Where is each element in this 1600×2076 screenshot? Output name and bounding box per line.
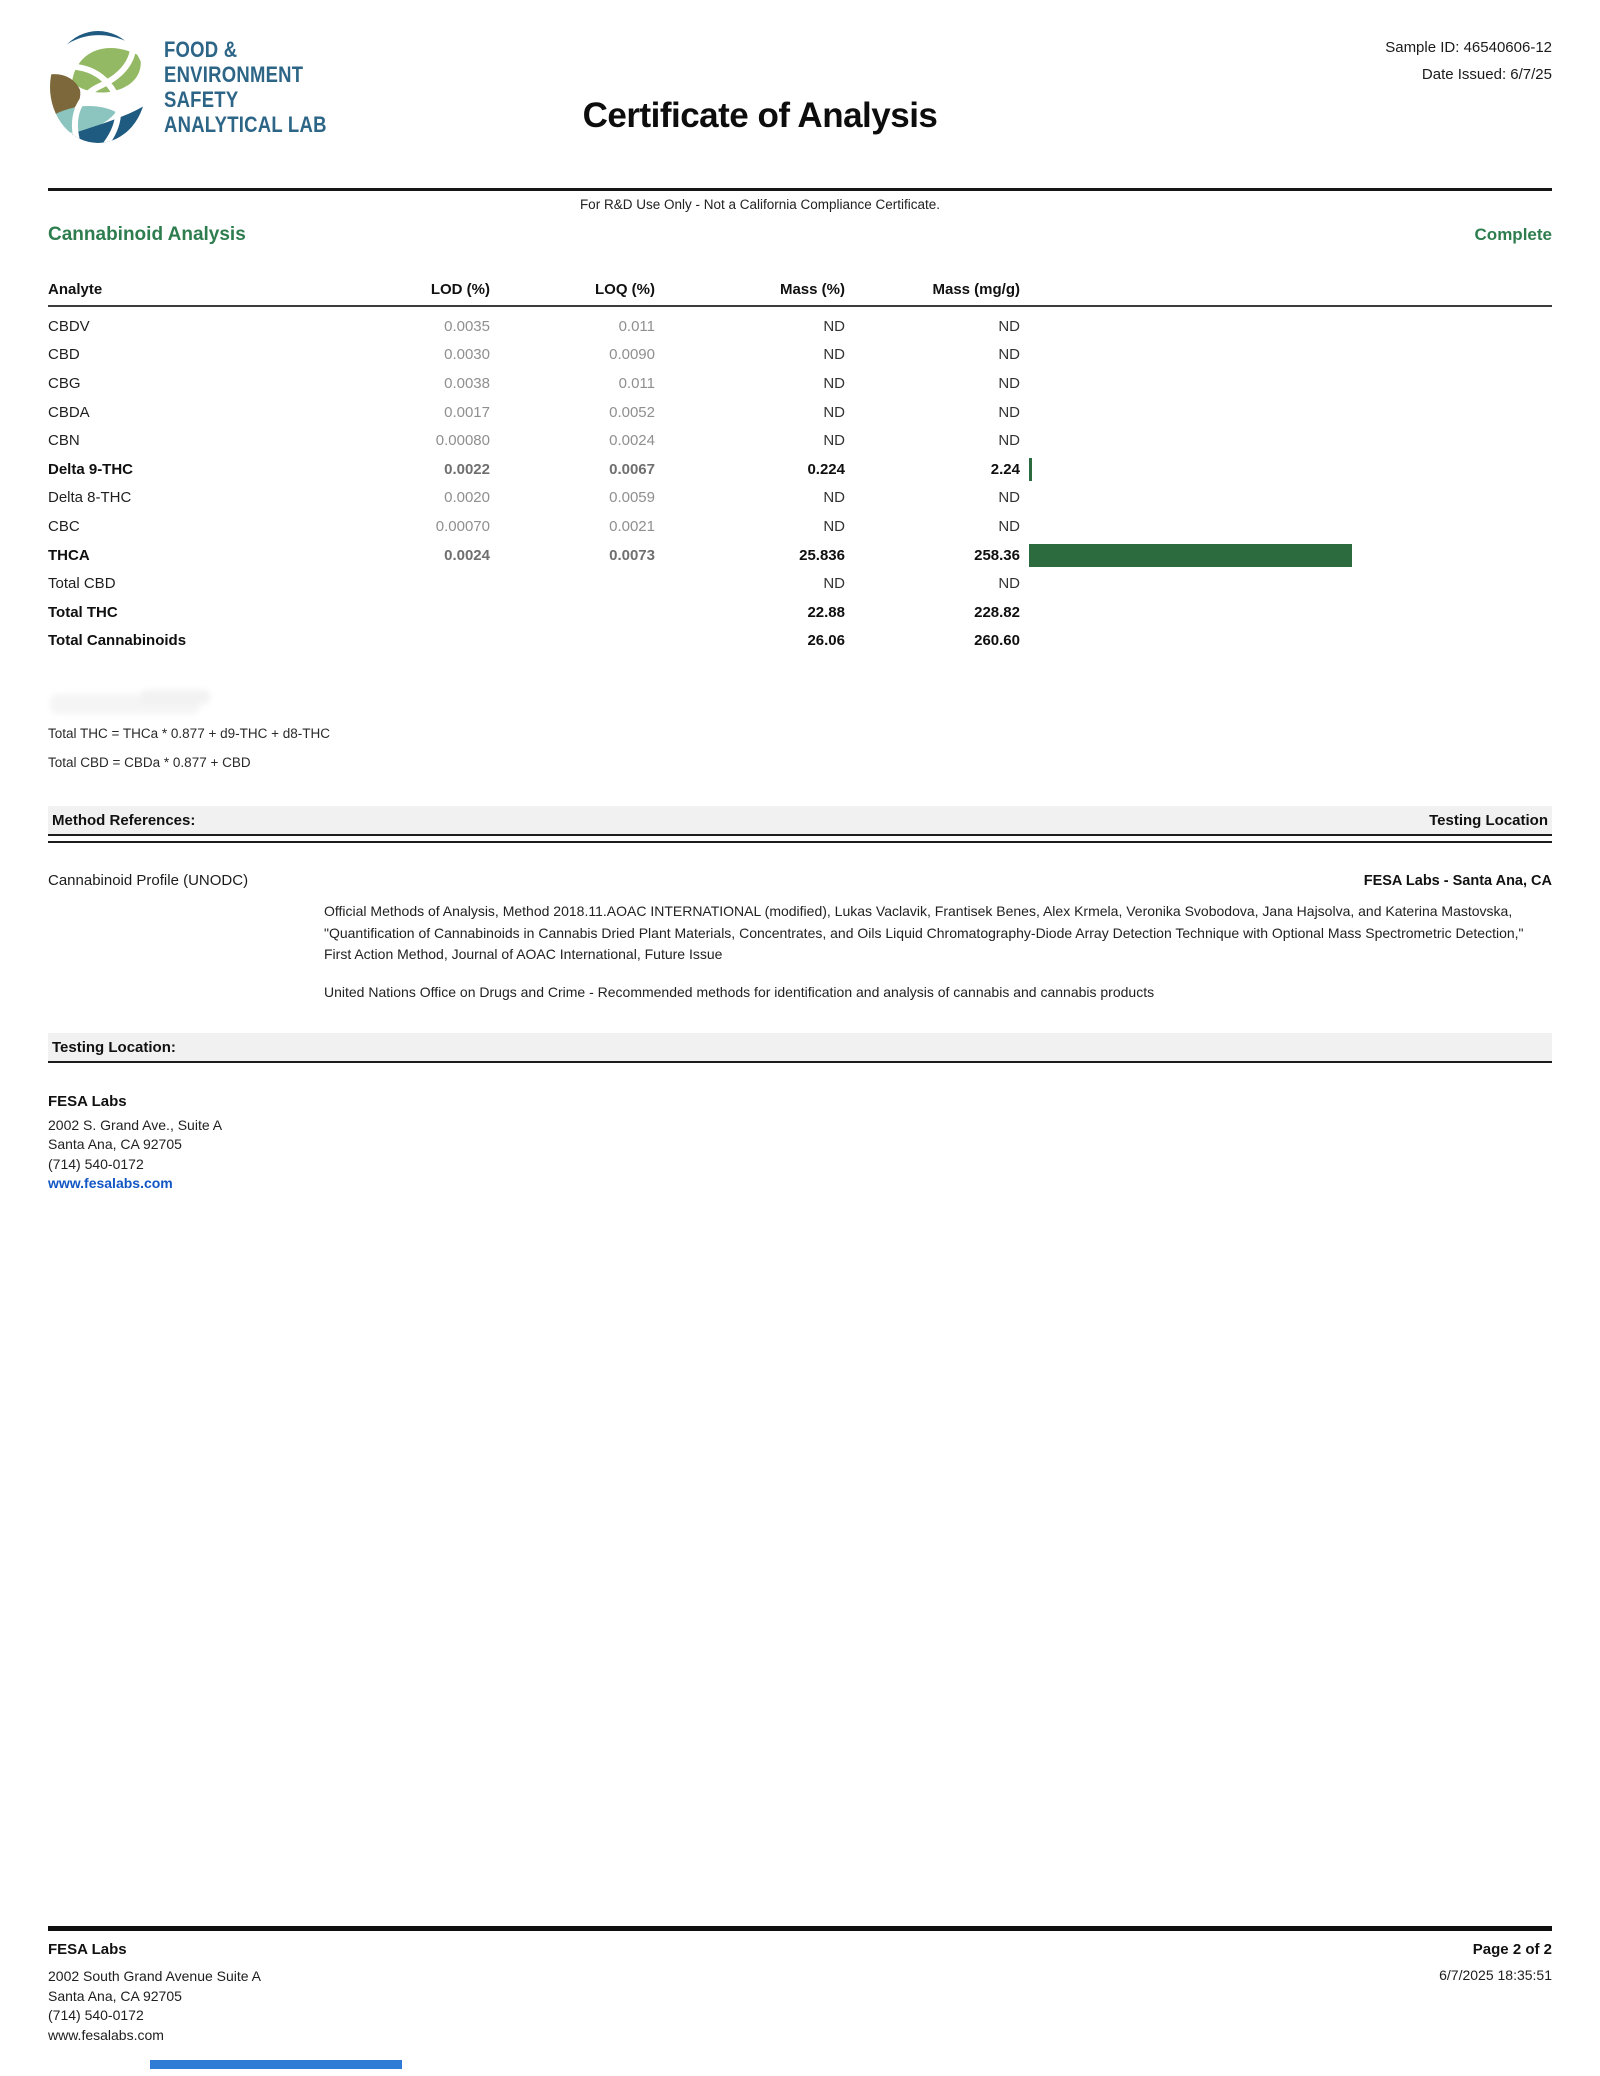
method-paragraph-1: Official Methods of Analysis, Method 2018.11.AOAC INTERNATIONAL (modified), Lukas Vaclavik, Frantisek Benes, Alex Krmela, Veronika Svobodova, Jana Hajsolva, and Katerina Mastovska, "Quantification of Cannabinoids in Cannabis Dried Plant Materials, Concentrates, and Oils Liquid Chromatography-Diode Array Detection Technique with Optional Mass Spectrometric Detection," First Action Method, Journal of AOAC International, Future Issue — [324, 903, 1524, 962]
cell-analyte: CBDV — [48, 317, 90, 335]
table-row — [48, 398, 1552, 427]
col-header-loq: LOQ (%) — [595, 281, 655, 298]
method-references-band — [48, 806, 1552, 836]
cell-lod: 0.0017 — [444, 403, 490, 421]
cell-mgg: ND — [998, 317, 1020, 335]
sample-info — [1385, 34, 1552, 88]
footer-address-line-1: 2002 South Grand Avenue Suite A — [48, 1968, 262, 1984]
cell-loq: 0.0090 — [609, 346, 655, 364]
cell-mgg: ND — [998, 575, 1020, 593]
logo-line-2: ENVIRONMENT — [164, 62, 304, 87]
website-link[interactable]: www.fesalabs.com — [48, 1175, 173, 1191]
testing-location-column-label: Testing Location — [1429, 811, 1548, 829]
cell-mgg: ND — [998, 489, 1020, 507]
col-header-analyte: Analyte — [48, 281, 103, 298]
mass-bar-cell — [1020, 512, 1552, 541]
cell-analyte: Delta 8-THC — [48, 489, 132, 507]
faded-watermark — [50, 694, 200, 714]
mass-bar-cell — [1020, 312, 1552, 341]
cell-analyte: Total Cannabinoids — [48, 632, 187, 650]
phone-number: (714) 540-0172 — [48, 1155, 144, 1172]
cell-mass: ND — [823, 403, 845, 421]
document-subtitle: For R&D Use Only - Not a California Compliance Certificate. — [579, 197, 941, 212]
mass-bar-cell — [1020, 369, 1552, 398]
mass-bar-cell — [1020, 484, 1552, 513]
col-header-mass-mgg: Mass (mg/g) — [932, 281, 1020, 298]
mass-bar-cell — [1020, 455, 1552, 484]
cell-mass: ND — [823, 346, 845, 364]
mass-bar-cell — [1020, 341, 1552, 370]
profile-label: Cannabinoid Profile (UNODC) — [48, 872, 249, 889]
cell-loq: 0.0067 — [609, 460, 655, 478]
cell-mgg: 260.60 — [974, 632, 1020, 650]
cell-lod: 0.00080 — [435, 432, 490, 450]
cell-mass: 25.836 — [799, 546, 845, 564]
table-row — [48, 341, 1552, 370]
footer-address-line-2: Santa Ana, CA 92705 — [48, 1987, 182, 2004]
cell-loq: 0.011 — [618, 374, 655, 392]
cell-analyte: Delta 9-THC — [48, 460, 134, 478]
cell-loq: 0.0073 — [609, 546, 655, 564]
table-row — [48, 541, 1552, 570]
cell-mass: 0.224 — [807, 460, 845, 478]
cell-analyte: THCA — [48, 546, 90, 564]
table-row — [48, 455, 1552, 484]
cell-mgg: ND — [998, 403, 1020, 421]
cell-mass: ND — [823, 517, 845, 535]
cell-mass: ND — [823, 575, 845, 593]
status-badge: Complete — [1474, 225, 1552, 244]
method-band-underline — [48, 841, 1552, 843]
method-paragraph-2: United Nations Office on Drugs and Crime - Recommended methods for identification and analysis of cannabis and cannabis products — [324, 983, 1155, 1000]
document-title: Certificate of Analysis — [582, 96, 938, 135]
cell-loq: 0.0059 — [609, 489, 655, 507]
cell-analyte: CBD — [48, 346, 80, 364]
table-header-row — [48, 281, 1552, 307]
footer-address — [48, 1967, 261, 2045]
section-title: Cannabinoid Analysis — [48, 224, 246, 245]
cell-analyte: Total CBD — [48, 575, 116, 593]
section-heading-row — [48, 224, 1552, 246]
testing-location-address — [48, 1092, 222, 1194]
logo-line-1: FOOD & — [164, 37, 238, 62]
cell-mgg: ND — [998, 374, 1020, 392]
date-issued: Date Issued: 6/7/25 — [1421, 66, 1552, 83]
total-thc-formula: Total THC = THCa * 0.877 + d9-THC + d8-THC — [48, 726, 330, 741]
testing-location-label: Testing Location: — [52, 1038, 176, 1056]
sample-id: Sample ID: 46540606-12 — [1385, 39, 1552, 56]
cell-analyte: CBN — [48, 432, 80, 450]
table-row — [48, 484, 1552, 513]
cell-mass: 22.88 — [807, 603, 845, 621]
cell-loq: 0.011 — [618, 317, 655, 335]
cell-analyte: CBG — [48, 374, 81, 392]
profile-location: FESA Labs - Santa Ana, CA — [1363, 873, 1552, 889]
cell-mass: ND — [823, 432, 845, 450]
mass-bar-cell — [1020, 569, 1552, 598]
cell-mgg: ND — [998, 432, 1020, 450]
cell-mass: ND — [823, 489, 845, 507]
cell-analyte: CBC — [48, 517, 80, 535]
footer-divider — [48, 1926, 1552, 1931]
method-reference-text — [324, 901, 1548, 1003]
cell-loq: 0.0024 — [609, 432, 655, 450]
cell-lod: 0.0030 — [444, 346, 490, 364]
cell-mgg: ND — [998, 346, 1020, 364]
footer-phone: (714) 540-0172 — [48, 2007, 144, 2023]
cell-mgg: 2.24 — [990, 460, 1020, 478]
cell-analyte: CBDA — [48, 403, 90, 421]
mass-bar-cell — [1020, 598, 1552, 627]
table-row — [48, 426, 1552, 455]
testing-location-band — [48, 1033, 1552, 1063]
cell-analyte: Total THC — [48, 603, 118, 621]
footer-timestamp: 6/7/2025 18:35:51 — [1439, 1967, 1552, 1983]
mass-bar — [1029, 458, 1032, 481]
col-header-mass-pct: Mass (%) — [779, 281, 845, 298]
cell-mass: ND — [823, 317, 845, 335]
cell-mgg: ND — [998, 517, 1020, 535]
address-line-2: Santa Ana, CA 92705 — [48, 1136, 182, 1152]
cannabinoid-table — [48, 281, 1552, 655]
address-line-1: 2002 S. Grand Ave., Suite A — [48, 1116, 223, 1133]
table-row — [48, 369, 1552, 398]
footer-website: www.fesalabs.com — [48, 2026, 164, 2043]
table-row — [48, 512, 1552, 541]
page-number: Page 2 of 2 — [1472, 1941, 1552, 1958]
logo-line-4: ANALYTICAL LAB — [164, 112, 327, 137]
mass-bar-cell — [1020, 627, 1552, 656]
lab-name: FESA Labs — [48, 1093, 127, 1110]
table-row — [48, 598, 1552, 627]
header-divider — [48, 188, 1552, 191]
table-row — [48, 569, 1552, 598]
mass-bar — [1029, 544, 1352, 567]
cell-mass: 26.06 — [807, 632, 845, 650]
page-footer — [48, 1926, 1552, 2045]
cell-mgg: 258.36 — [974, 546, 1020, 564]
cell-lod: 0.0024 — [444, 546, 490, 564]
table-row — [48, 627, 1552, 656]
method-references-label: Method References: — [52, 811, 196, 829]
table-row — [48, 312, 1552, 341]
analyte-table-body — [48, 307, 1552, 655]
cell-mgg: 228.82 — [974, 603, 1020, 621]
mass-bar-cell — [1020, 398, 1552, 427]
cell-lod: 0.0020 — [444, 489, 490, 507]
footer-lab-name: FESA Labs — [48, 1941, 127, 1958]
cell-lod: 0.0022 — [444, 460, 490, 478]
mass-bar-cell — [1020, 541, 1552, 570]
cell-loq: 0.0021 — [609, 517, 655, 535]
cell-mass: ND — [823, 374, 845, 392]
cell-lod: 0.00070 — [435, 517, 490, 535]
logo-line-3: SAFETY — [164, 87, 239, 112]
cell-loq: 0.0052 — [609, 403, 655, 421]
bottom-blue-bar — [150, 2060, 402, 2069]
col-header-lod: LOD (%) — [430, 281, 490, 298]
cell-lod: 0.0035 — [444, 317, 490, 335]
total-cbd-formula: Total CBD = CBDa * 0.877 + CBD — [48, 755, 251, 770]
method-profile-row — [48, 872, 1552, 889]
cell-lod: 0.0038 — [444, 374, 490, 392]
mass-bar-cell — [1020, 426, 1552, 455]
